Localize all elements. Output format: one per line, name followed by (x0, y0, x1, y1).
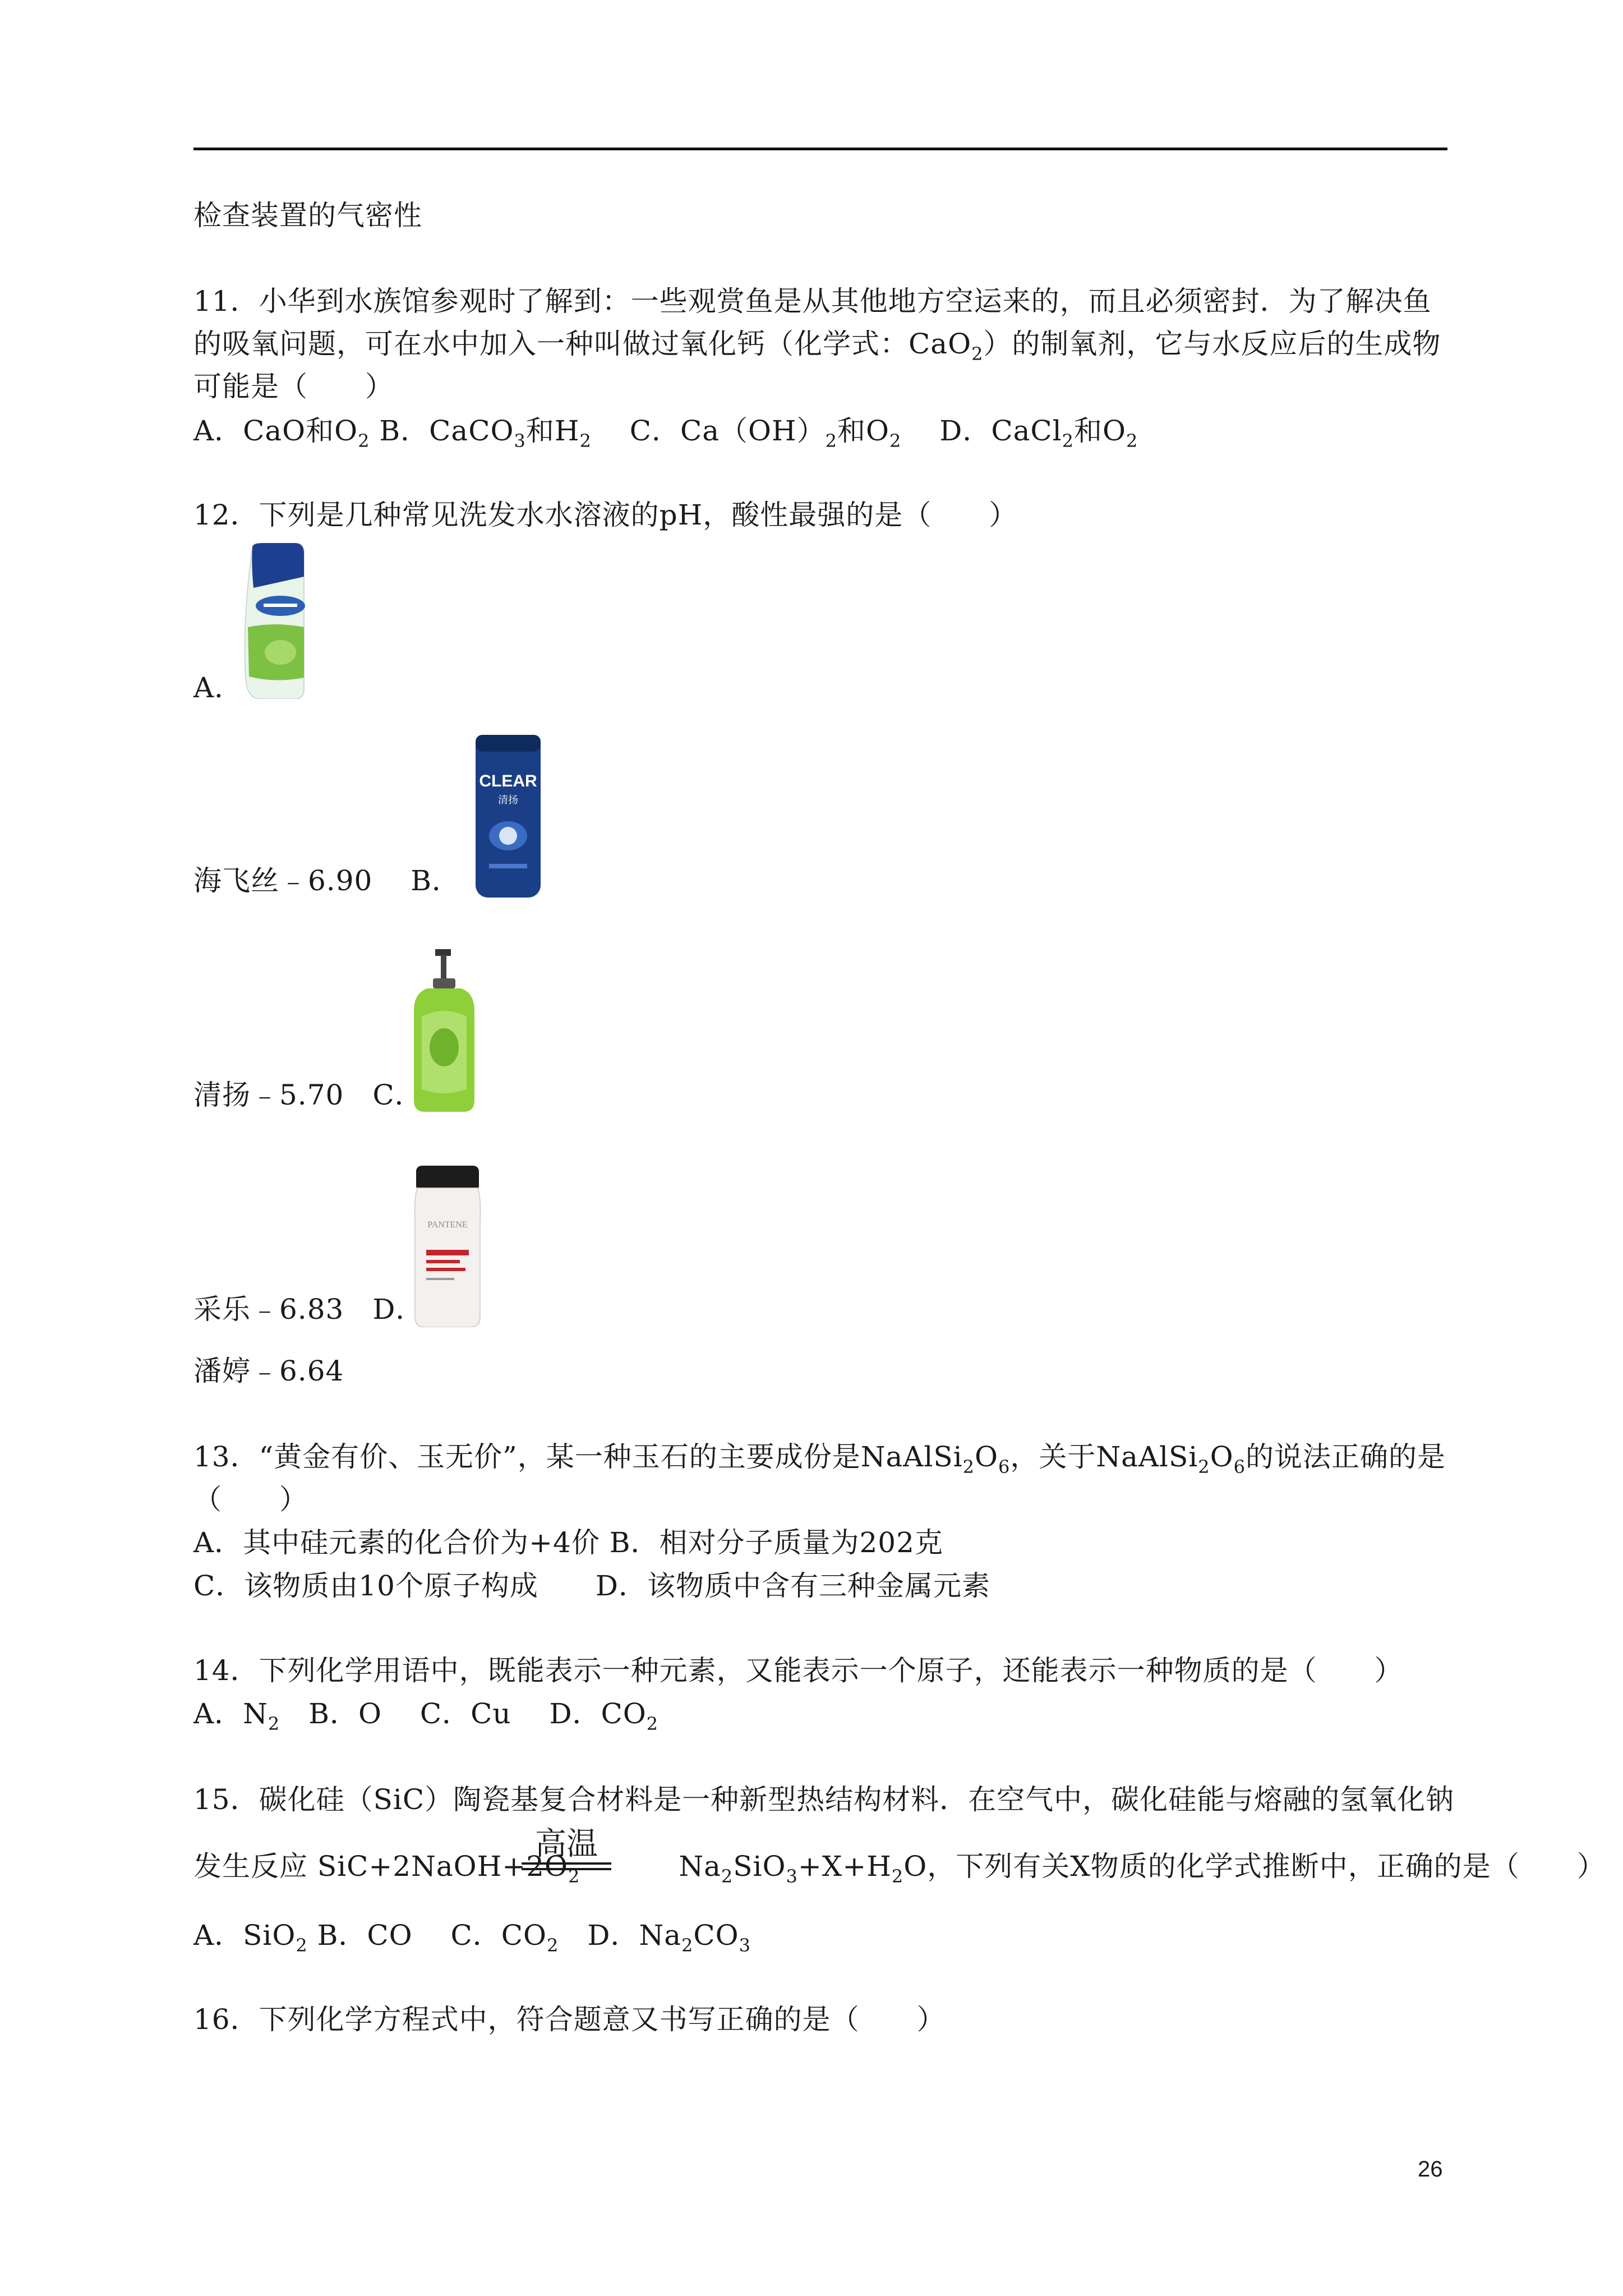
text-line: 采乐﹣6.83 D． (193, 1293, 425, 1326)
q13-options-cd: C．该物质由10个原子构成 D．该物质中含有三种金属元素 (193, 1570, 990, 1602)
text-line: 海飞丝﹣6.90 B． (193, 864, 460, 897)
pantene-logo-text: PANTENE (427, 1220, 468, 1230)
header-rule (193, 148, 1447, 150)
text-line: 检查装置的气密性 (193, 199, 422, 232)
q11-options: A．CaO和$O_2$ B．CaCO$_3$和$H_2$ C．$Ca(OH)_2$和$O_2$ D．CaCl$_2$和$O_2$ (193, 415, 1138, 452)
text-line: 可能是（ ） (193, 370, 394, 403)
question-13: 13．“黄金有价、玉无价”，某一种玉石的主要成份是$NaAlSi_2O_6$，关于$NaAlSi_2O_6$的说法正确的是 (193, 1441, 1446, 1478)
text-line: 清扬﹣5.70 C． (193, 1079, 423, 1111)
page-number: 26 (1418, 2157, 1443, 2182)
q13-options-ab: A．其中硅元素的化合价为+4价 B．相对分子质量为202克 (193, 1526, 943, 1559)
text-line: 潘婷﹣6.64 (193, 1355, 344, 1387)
option-label: A． (193, 671, 243, 704)
q14-options: A．$N_2$ B．O C．Cu D．$CO_2$ (193, 1697, 659, 1734)
q15-options: A．SiO$_2$ B．CO C．$CO_2$ D．$Na_2CO_3$ (193, 1919, 751, 1956)
text-line: 发生反应 $SiC+2NaOH+2O_2$ $Na_2SiO_3+X+H_2O$，下列有关X物质的化学式推断中，正确的是（ ） (193, 1850, 1606, 1887)
clear-cn-text: 清扬 (498, 794, 518, 806)
question-11: 11．小华到水族馆参观时了解到：一些观赏鱼是从其他地方空运来的，而且必须密封．为了解决鱼 (193, 285, 1432, 318)
question-14: 14．下列化学用语中，既能表示一种元素，又能表示一个原子，还能表示一种物质的是（ ） (193, 1654, 1403, 1687)
clear-logo-text: CLEAR (479, 772, 537, 790)
question-15: 15．碳化硅（SiC）陶瓷基复合材料是一种新型热结构材料．在空气中，碳化硅能与熔融的氢氧化钠 (193, 1783, 1455, 1816)
text-line: （ ） (193, 1483, 308, 1516)
head-shoulders-bottle-image (241, 543, 307, 699)
clear-bottle-image (472, 735, 544, 898)
text-line: 的吸氧问题，可在水中加入一种叫做过氧化钙（化学式：CaO$_2$）的制氧剂，它与水反应后的生成物 (193, 328, 1441, 365)
question-16: 16．下列化学方程式中，符合题意又书写正确的是（ ） (193, 2003, 946, 2036)
question-12: 12．下列是几种常见洗发水水溶液的pH，酸性最强的是（ ） (193, 499, 1018, 531)
high-temperature-label: 高温 (535, 1826, 598, 1861)
